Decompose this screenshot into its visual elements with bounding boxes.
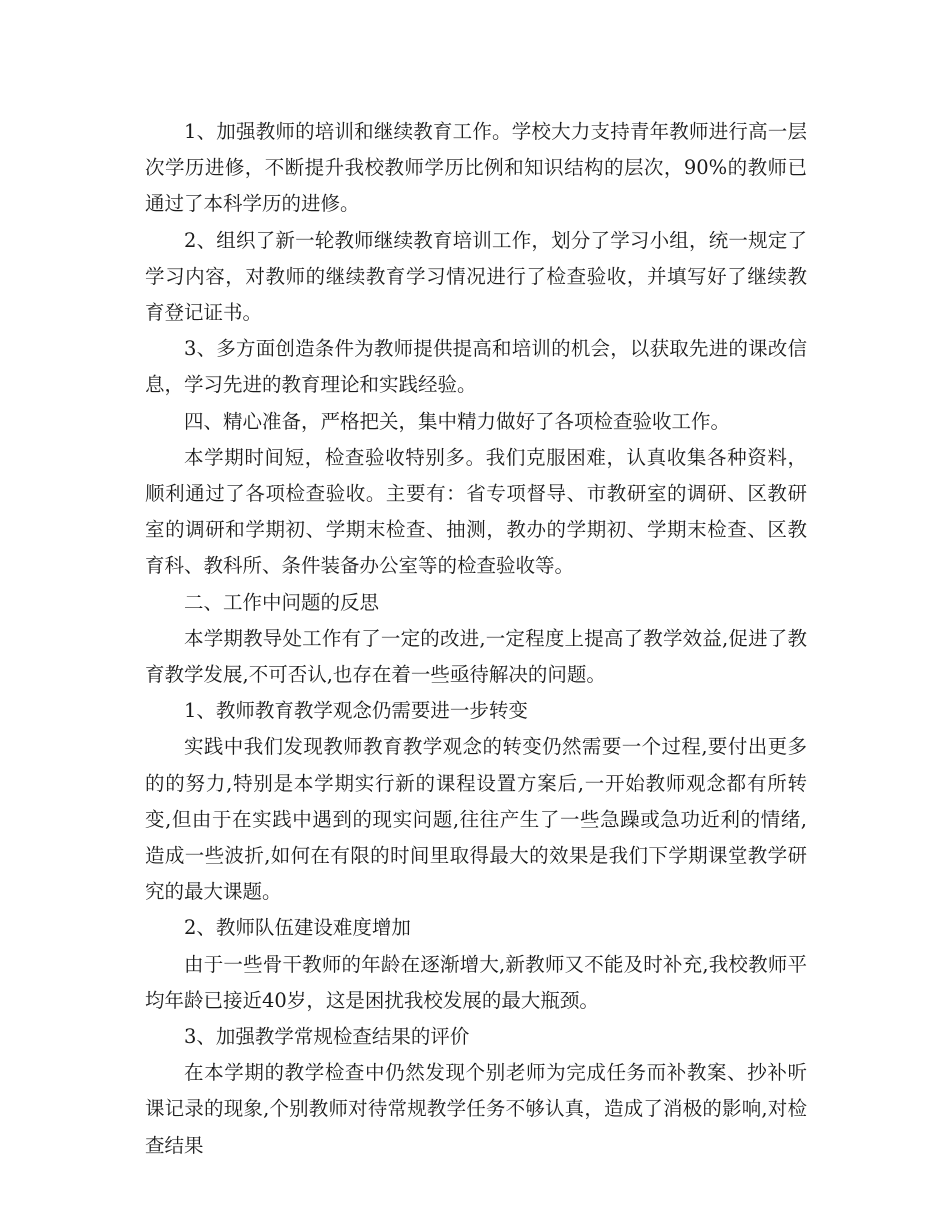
paragraph-inspection-evaluation: 在本学期的教学检查中仍然发现个别老师为完成任务而补教案、抄补听课记录的现象,个别教师对待常规教学任务不够认真，造成了消极的影响,对检查结果 bbox=[145, 1061, 807, 1157]
subheading-teaching-concepts: 1、教师教育教学观念仍需要进一步转变 bbox=[184, 699, 528, 723]
document-body bbox=[145, 114, 807, 1164]
paragraph-inspection-details: 本学期时间短，检查验收特别多。我们克服困难，认真收集各种资料，顺利通过了各项检查验收。主要有：省专项督导、市教研室的调研、区教研室的调研和学期初、学期末检查、抽测，教办的学期初、学期末检查、区教育科、教科所、条件装备办公室等的检查验收等。 bbox=[145, 445, 807, 578]
paragraph-teaching-concepts: 实践中我们发现教师教育教学观念的转变仍然需要一个过程,要付出更多的的努力,特别是本学期实行新的课程设置方案后,一开始教师观念都有所转变,但由于在实践中遇到的现实问题,往往产生了一些急躁或急功近利的情绪,造成一些波折,如何在有限的时间里取得最大的效果是我们下学期课堂教学研究的最大课题。 bbox=[145, 735, 807, 904]
subheading-inspection-evaluation: 3、加强教学常规检查结果的评价 bbox=[184, 1025, 470, 1049]
paragraph-reflection-intro: 本学期教导处工作有了一定的改进,一定程度上提高了教学效益,促进了教育教学发展,不可否认,也存在着一些亟待解决的问题。 bbox=[145, 626, 807, 687]
paragraph-training-opportunities: 3、多方面创造条件为教师提供提高和培训的机会，以获取先进的课改信息，学习先进的教育理论和实践经验。 bbox=[145, 337, 807, 397]
section-heading-reflection: 二、工作中问题的反思 bbox=[184, 590, 380, 614]
section-heading-inspection: 四、精心准备，严格把关，集中精力做好了各项检查验收工作。 bbox=[184, 409, 731, 433]
paragraph-teacher-training: 1、加强教师的培训和继续教育工作。学校大力支持青年教师进行高一层次学历进修，不断提升我校教师学历比例和知识结构的层次，90%的教师已通过了本科学历的进修。 bbox=[145, 120, 807, 216]
paragraph-staff-building: 由于一些骨干教师的年龄在逐渐增大,新教师又不能及时补充,我校教师平均年龄已接近40岁，这是困扰我校发展的最大瓶颈。 bbox=[145, 952, 807, 1012]
subheading-staff-building: 2、教师队伍建设难度增加 bbox=[184, 916, 411, 940]
paragraph-continuing-education: 2、组织了新一轮教师继续教育培训工作，划分了学习小组，统一规定了学习内容，对教师的继续教育学习情况进行了检查验收，并填写好了继续教育登记证书。 bbox=[145, 228, 807, 325]
